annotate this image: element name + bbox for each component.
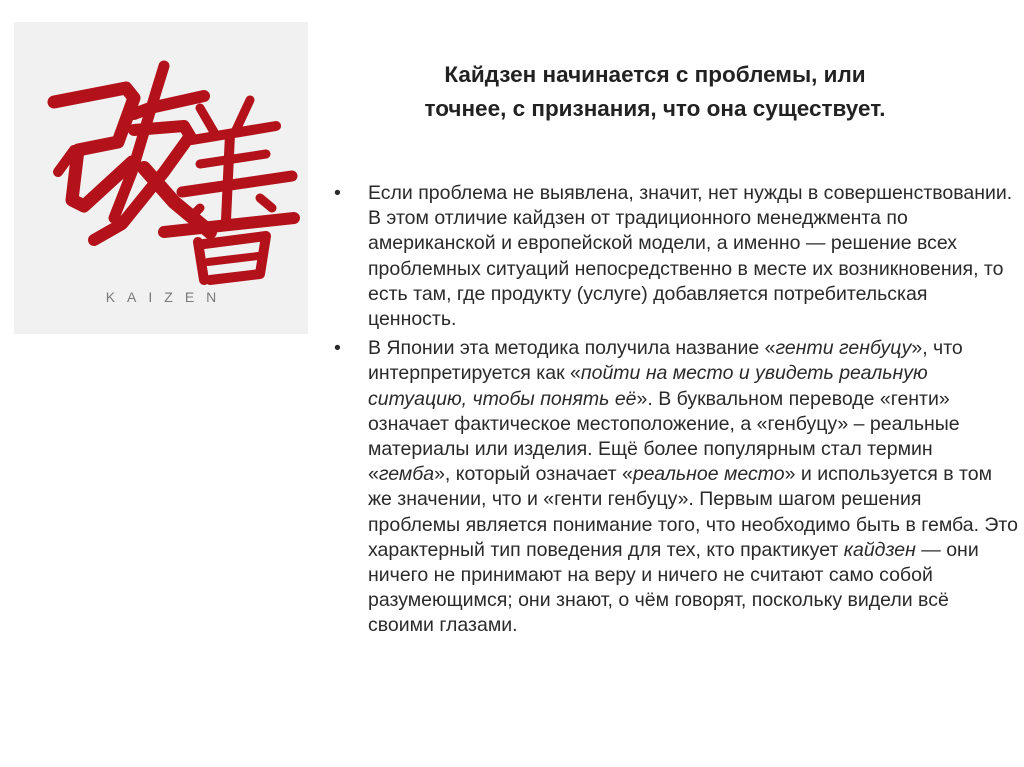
bullet-2-text <box>368 337 1018 636</box>
bullet-list <box>330 181 1018 643</box>
bullet-2-italic-term: генти генбуцу <box>775 337 912 360</box>
bullet-2-segment: », который означает « <box>434 463 633 486</box>
bullet-2-italic-term: гемба <box>378 463 435 486</box>
bullet-2-italic-phrase: пойти на место и увидеть реальную ситуацию, чтобы понять её <box>368 362 928 410</box>
bullet-item-2 <box>330 336 1018 638</box>
kaizen-calligraphy-icon <box>14 22 308 334</box>
bullet-2-segment: В Японии эта методика получила название « <box>368 337 776 360</box>
bullet-2-italic-phrase: реальное место <box>632 463 785 486</box>
bullet-marker: • <box>334 337 341 360</box>
title-line-1: Кайдзен начинается с проблемы, или <box>444 62 866 87</box>
logo-caption: KAIZEN <box>105 289 229 305</box>
slide-title <box>330 58 980 126</box>
kaizen-logo <box>14 22 308 334</box>
bullet-2-segment: » и используется в том же значении, что и «генти генбуцу». Первым шагом решения проблемы является понимание того, что необходимо быть в гемба. Это характерный тип поведения для тех, кто практикует <box>368 463 1018 561</box>
bullet-item-1 <box>330 181 1018 332</box>
bullet-marker: • <box>334 182 341 204</box>
bullet-2-italic-term: кайдзен <box>843 538 916 561</box>
bullet-1-text: Если проблема не выявлена, значит, нет нужды в совершенствовании. В этом отличие кайдзен от традиционного менеджмента по американской и европейской модели, а именно — решение всех проблемных ситуаций непосредственно в месте их возникновения, то есть там, где продукту (услуге) добавляется потребительская ценность. <box>368 182 1013 331</box>
bullet-2-segment: ». В буквальном переводе «генти» означает фактическое местоположение, а «генбуцу» – реальные материалы или изделия. Ещё более популярным стал термин « <box>368 387 960 486</box>
title-line-2: точнее, с признания, что она существует. <box>424 96 886 121</box>
bullet-2-segment: », что интерпретируется как « <box>368 337 963 385</box>
bullet-2-segment: — они ничего не принимают на веру и ничего не считают само собой разумеющимся; они знают, о чём говорят, поскольку видели всё своими глазами. <box>368 538 979 637</box>
